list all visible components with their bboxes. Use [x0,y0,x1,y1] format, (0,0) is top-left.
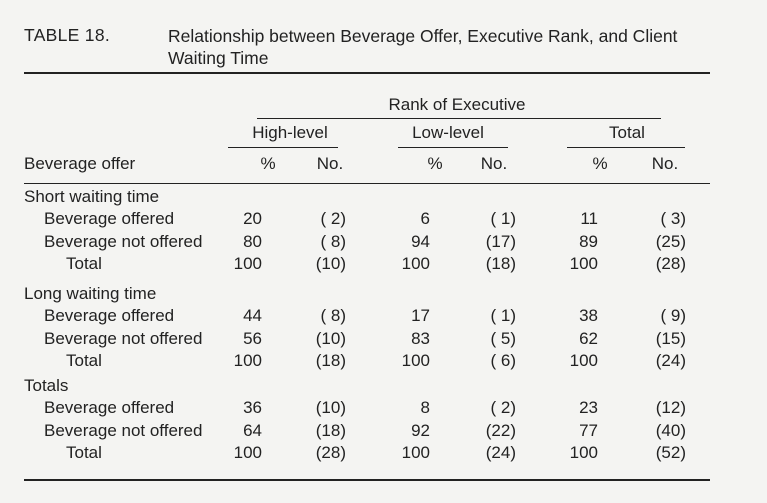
table-label: TABLE 18. [24,25,111,45]
count-cell: ( 8) [320,306,346,326]
count-cell: ( 9) [660,306,686,326]
percent-cell: 100 [401,253,430,273]
group-header-low-level: Low-level [412,123,484,142]
subcol-header: No. [480,154,508,173]
percent-cell: 44 [243,306,262,326]
count-cell: (40) [655,420,686,440]
row-label: Beverage offered [44,398,175,418]
count-cell: ( 1) [490,306,516,326]
column-header-rule [24,183,710,184]
top-rule [24,72,710,74]
count-cell: (10) [315,398,346,418]
count-cell: (28) [655,253,686,273]
group-header-high-level: High-level [252,123,328,142]
percent-cell: 100 [569,442,598,462]
percent-cell: 92 [411,420,430,440]
count-cell: (18) [485,253,516,273]
percent-cell: 80 [243,231,262,251]
percent-cell: 100 [569,253,598,273]
spanner-header: Rank of Executive [388,95,526,114]
percent-cell: 89 [579,231,598,251]
percent-cell: 100 [233,350,262,370]
count-cell: (24) [655,350,686,370]
percent-cell: 100 [233,442,262,462]
count-cell: (18) [315,350,346,370]
section-heading: Long waiting time [24,284,157,303]
percent-cell: 100 [401,442,430,462]
count-cell: ( 3) [660,209,686,229]
row-label: Beverage offered [44,306,175,326]
percent-cell: 62 [579,328,598,348]
row-label: Total [66,442,102,462]
percent-cell: 11 [580,209,598,229]
row-label: Beverage not offered [44,328,203,348]
percent-cell: 38 [579,306,598,326]
row-label: Beverage not offered [44,231,203,251]
count-cell: (10) [315,328,346,348]
group-rule-low [398,147,508,148]
percent-cell: 23 [579,398,598,418]
count-cell: ( 1) [490,209,516,229]
count-cell: (17) [485,231,516,251]
subcol-header: % [592,154,608,173]
percent-cell: 36 [243,398,262,418]
count-cell: (15) [655,328,686,348]
subcol-header: No. [316,154,344,173]
percent-cell: 64 [243,420,262,440]
subcol-header: % [427,154,443,173]
percent-cell: 6 [420,209,430,229]
subcol-header: No. [651,154,679,173]
table-title: Relationship between Beverage Offer, Executive Rank, and Client Waiting Time [168,26,678,68]
count-cell: ( 2) [490,398,516,418]
count-cell: (52) [655,442,686,462]
percent-cell: 83 [411,328,430,348]
percent-cell: 100 [569,350,598,370]
section-heading: Totals [24,376,69,395]
count-cell: (28) [315,442,346,462]
count-cell: (24) [485,442,516,462]
percent-cell: 100 [401,350,430,370]
count-cell: ( 2) [320,209,346,229]
percent-cell: 8 [420,398,430,418]
group-header-total: Total [609,123,645,142]
group-rule-total [567,147,685,148]
count-cell: ( 6) [490,350,516,370]
percent-cell: 94 [411,231,430,251]
row-label: Total [66,253,102,273]
percent-cell: 17 [411,306,430,326]
count-cell: (25) [655,231,686,251]
row-label: Beverage offered [44,209,175,229]
count-cell: (10) [315,253,346,273]
row-label: Beverage not offered [44,420,203,440]
count-cell: ( 8) [320,231,346,251]
bottom-rule [24,479,710,481]
percent-cell: 20 [243,209,262,229]
count-cell: (12) [655,398,686,418]
count-cell: (18) [315,420,346,440]
percent-cell: 77 [579,420,598,440]
section-heading: Short waiting time [24,187,160,206]
row-header: Beverage offer [24,154,136,173]
spanner-rule [257,118,661,119]
count-cell: (22) [485,420,516,440]
count-cell: ( 5) [490,328,516,348]
percent-cell: 56 [243,328,262,348]
percent-cell: 100 [233,253,262,273]
group-rule-high [228,147,338,148]
row-label: Total [66,350,102,370]
subcol-header: % [260,154,276,173]
